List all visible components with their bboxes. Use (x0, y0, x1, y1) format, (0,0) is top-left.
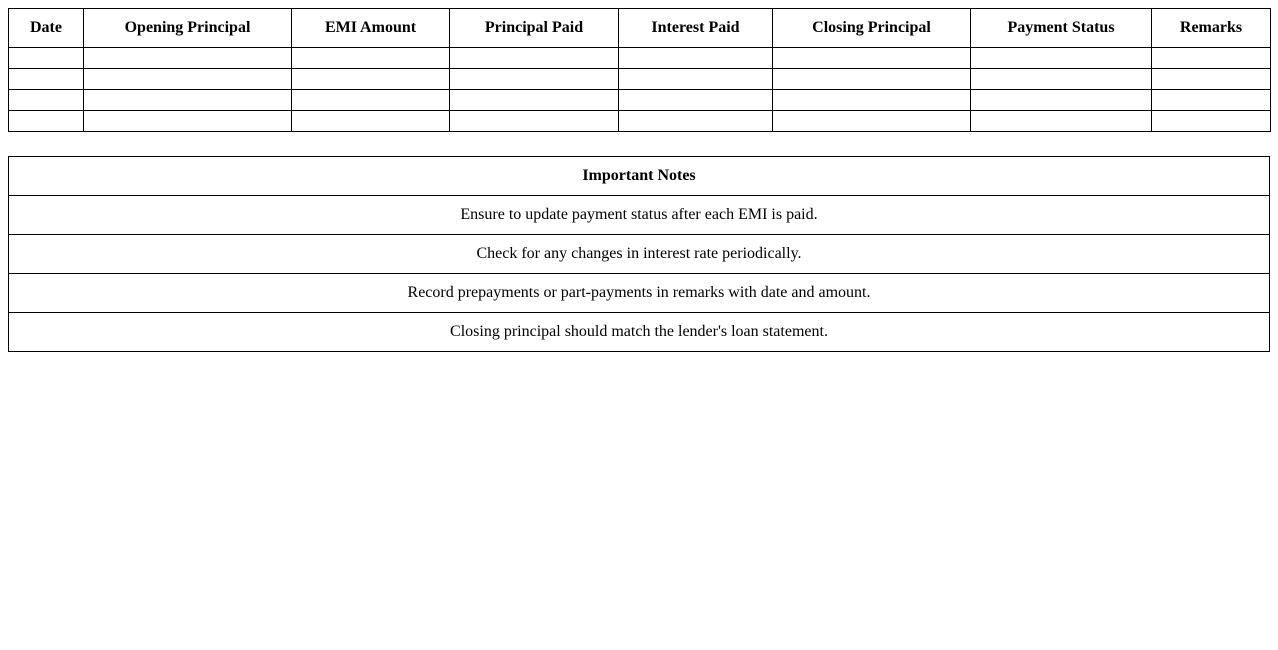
table-cell[interactable] (619, 48, 773, 69)
table-cell[interactable] (971, 111, 1152, 132)
table-cell[interactable] (9, 48, 84, 69)
note-row (9, 235, 1270, 274)
column-header-closing-principal: Closing Principal (773, 9, 971, 48)
column-header-payment-status: Payment Status (971, 9, 1152, 48)
column-header-date: Date (9, 9, 84, 48)
column-header-remarks: Remarks (1152, 9, 1271, 48)
table-header-row (9, 9, 1271, 48)
note-row (9, 313, 1270, 352)
table-cell[interactable] (619, 111, 773, 132)
table-row (9, 69, 1271, 90)
table-cell[interactable] (84, 90, 292, 111)
table-cell[interactable] (619, 69, 773, 90)
table-cell[interactable] (971, 90, 1152, 111)
table-cell[interactable] (84, 111, 292, 132)
note-text: Ensure to update payment status after each EMI is paid. (9, 196, 1270, 235)
table-cell[interactable] (971, 69, 1152, 90)
table-cell[interactable] (292, 90, 450, 111)
table-cell[interactable] (619, 90, 773, 111)
table-row (9, 111, 1271, 132)
column-header-interest-paid: Interest Paid (619, 9, 773, 48)
table-cell[interactable] (84, 69, 292, 90)
table-cell[interactable] (450, 69, 619, 90)
note-row (9, 274, 1270, 313)
emi-schedule-table (8, 8, 1271, 132)
notes-header-row (9, 157, 1270, 196)
note-text: Check for any changes in interest rate periodically. (9, 235, 1270, 274)
table-cell[interactable] (773, 90, 971, 111)
table-cell[interactable] (450, 48, 619, 69)
table-cell[interactable] (1152, 90, 1271, 111)
table-row (9, 48, 1271, 69)
table-cell[interactable] (1152, 69, 1271, 90)
table-cell[interactable] (773, 48, 971, 69)
table-cell[interactable] (971, 48, 1152, 69)
table-cell[interactable] (1152, 48, 1271, 69)
table-cell[interactable] (292, 48, 450, 69)
column-header-principal-paid: Principal Paid (450, 9, 619, 48)
notes-title: Important Notes (9, 157, 1270, 196)
table-cell[interactable] (450, 111, 619, 132)
table-cell[interactable] (292, 69, 450, 90)
table-cell[interactable] (773, 111, 971, 132)
table-cell[interactable] (773, 69, 971, 90)
table-cell[interactable] (9, 69, 84, 90)
table-row (9, 90, 1271, 111)
note-row (9, 196, 1270, 235)
table-cell[interactable] (1152, 111, 1271, 132)
table-cell[interactable] (9, 90, 84, 111)
note-text: Closing principal should match the lender's loan statement. (9, 313, 1270, 352)
table-cell[interactable] (84, 48, 292, 69)
important-notes-table (8, 156, 1270, 352)
table-cell[interactable] (9, 111, 84, 132)
table-cell[interactable] (450, 90, 619, 111)
column-header-opening-principal: Opening Principal (84, 9, 292, 48)
note-text: Record prepayments or part-payments in remarks with date and amount. (9, 274, 1270, 313)
table-cell[interactable] (292, 111, 450, 132)
column-header-emi-amount: EMI Amount (292, 9, 450, 48)
